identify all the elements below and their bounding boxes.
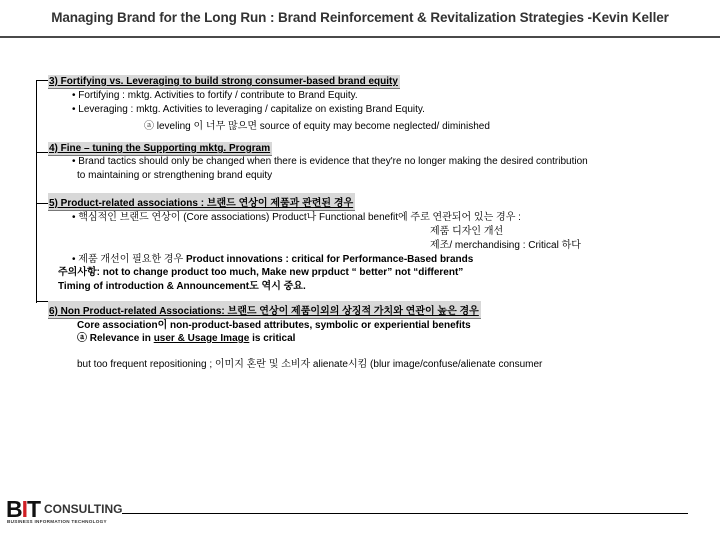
section-bracket — [36, 80, 51, 303]
footer-divider — [122, 513, 688, 514]
section-5-connector — [36, 203, 48, 204]
section-5-item-manufacturing: 제조/ merchandising : Critical 하다 — [430, 240, 581, 251]
logo-bit-text: BIT — [6, 496, 41, 522]
title-divider — [0, 36, 720, 38]
section-5-timing: Timing of introduction & Announcement도 역시 중요. — [58, 281, 306, 292]
section-5-header: 5) Product-related associations : 브랜드 연상이 제품과 관련된 경우 — [48, 193, 355, 211]
section-3-bullet-1: • Fortifying : mktg. Activities to fortify / contribute to Brand Equity. — [72, 90, 358, 101]
section-4-connector — [36, 152, 48, 153]
section-3-note: ⓐ leveling 이 너무 많으면 source of equity may become neglected/ diminished — [144, 121, 490, 132]
page-title: Managing Brand for the Long Run : Brand Reinforcement & Revitalization Strategies -Kevin Keller — [51, 10, 669, 25]
section-6-header: 6) Non Product-related Associations: 브랜드 연상이 제품이외의 상징적 가치와 연관이 높은 경우 — [48, 301, 481, 319]
section-5-caution: 주의사항: not to change product too much, Make new prpduct “ better” not “different” — [58, 267, 464, 278]
section-6-line-3: but too frequent repositioning ; 이미지 혼란 및 소비자 alienate시킴 (blur image/confuse/alienate consumer — [77, 359, 543, 370]
section-6-line-2: ⓐ Relevance in user & Usage Image is critical — [77, 333, 296, 344]
section-4-bullet-1-cont: to maintaining or strengthening brand equity — [77, 170, 273, 181]
section-4-bullet-1: • Brand tactics should only be changed when there is evidence that they're no longer making the desired contribution — [72, 156, 588, 167]
section-5-bullet-1: • 핵심적인 브랜드 연상이 (Core associations) Product나 Functional benefit에 주로 연관되어 있는 경우 : — [72, 212, 521, 223]
bit-consulting-logo — [6, 496, 123, 530]
section-6-line-1: Core association이 non-product-based attributes, symbolic or experiential benefits — [77, 320, 471, 331]
section-6-connector — [36, 301, 48, 302]
section-3-bullet-2: • Leveraging : mktg. Activities to leveraging / capitalize on existing Brand Equity. — [72, 104, 425, 115]
logo-tagline: BUSINESS INFORMATION TECHNOLOGY — [7, 519, 107, 524]
section-5-item-design: 제품 디자인 개선 — [430, 226, 504, 237]
section-4-header: 4) Fine – tuning the Supporting mktg. Program — [49, 143, 271, 154]
section-5-bullet-2: • 제품 개선이 필요한 경우 Product innovations : critical for Performance-Based brands — [72, 254, 474, 265]
section-3-header: 3) Fortifying vs. Leveraging to build strong consumer-based brand equity — [49, 76, 398, 87]
logo-consulting-text: CONSULTING — [44, 502, 123, 516]
